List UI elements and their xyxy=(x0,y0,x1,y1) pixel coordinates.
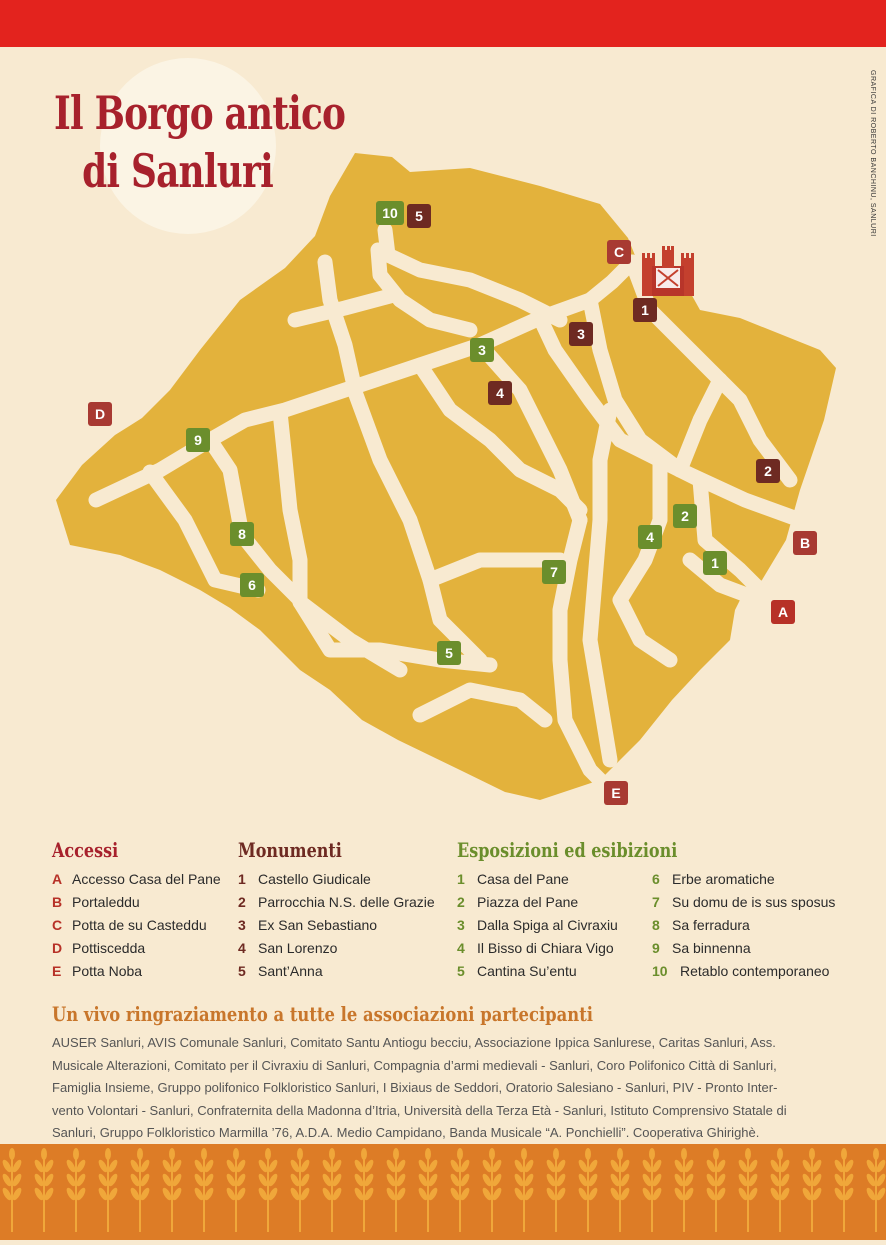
exhibition-marker-3[interactable]: 3 xyxy=(470,338,494,362)
legend-item: 2 Parrocchia N.S. delle Grazie xyxy=(238,894,435,910)
legend-monumenti xyxy=(238,838,435,983)
legend-item: B Portaleddu xyxy=(52,894,140,910)
monument-marker-4[interactable]: 4 xyxy=(488,381,512,405)
legend-item: 1 Castello Giudicale xyxy=(238,871,371,887)
legend-item: 2 Piazza del Pane xyxy=(457,894,579,910)
monument-marker-5[interactable]: 5 xyxy=(407,204,431,228)
exhibition-marker-1[interactable]: 1 xyxy=(703,551,727,575)
access-marker-e[interactable]: E xyxy=(604,781,628,805)
legend-accessi xyxy=(52,838,221,983)
legend-item: 5 Cantina Su’entu xyxy=(457,963,577,979)
exhibition-marker-8[interactable]: 8 xyxy=(230,522,254,546)
legend-item: 4 Il Bisso di Chiara Vigo xyxy=(457,940,614,956)
legend-item: E Potta Noba xyxy=(52,963,143,979)
access-marker-d[interactable]: D xyxy=(88,402,112,426)
legend-item: 3 Dalla Spiga al Civraxiu xyxy=(457,917,618,933)
legend-item: A Accesso Casa del Pane xyxy=(52,871,221,887)
exhibition-marker-7[interactable]: 7 xyxy=(542,560,566,584)
legend-item: 9 Sa binnenna xyxy=(652,940,751,956)
monument-marker-1[interactable]: 1 xyxy=(633,298,657,322)
legend-item: C Potta de su Casteddu xyxy=(52,917,207,933)
castle-icon xyxy=(638,246,698,303)
exhibition-marker-9[interactable]: 9 xyxy=(186,428,210,452)
access-marker-a[interactable]: A xyxy=(771,600,795,624)
wheat-icon xyxy=(0,1144,886,1240)
thanks-heading: Un vivo ringraziamento a tutte le associazioni partecipanti xyxy=(52,1002,594,1026)
legend-item: 1 Casa del Pane xyxy=(457,871,569,887)
thanks-text: AUSER Sanluri, AVIS Comunale Sanluri, Comitato Santu Antiogu becciu, Associazione Ippica Sanlurese, Caritas Sanluri, Ass. Musicale Alterazioni, Comitato per il Civraxiu di Sanluri, Compagnia d’armi medievali - Sanluri, Coro Polifonico Città di Sanluri, Famiglia Insieme, Gruppo polifonico Folkloristico Sanluri, I Bixiaus de Seddori, Oratorio Salesiano - Sanluri, PIV - Pronto Inter- vento Volontari - Sanluri, Confraternita della Madonna d’Itria, Università della Terza Età - Sanluri, Istituto Comprensivo Statale di Sanluri, Gruppo Folkloristico Marmilla ’76, A.D.A. Medio Campidano, Banda Musicale “A. Ponchielli”. Cooperativa Ghirighè. xyxy=(52,1035,787,1140)
legend-item: 3 Ex San Sebastiano xyxy=(238,917,378,933)
legend-item: D Pottiscedda xyxy=(52,940,146,956)
exhibition-marker-6[interactable]: 6 xyxy=(240,573,264,597)
title-line-1: Il Borgo antico xyxy=(54,86,346,140)
legend-item: 10 Retablo contemporaneo xyxy=(652,963,830,979)
access-marker-c[interactable]: C xyxy=(607,240,631,264)
wheat-pattern-band xyxy=(0,1144,886,1240)
legend-item: 4 San Lorenzo xyxy=(238,940,338,956)
author-credit: GRAFICA DI ROBERTO BANCHINU, SANLURI xyxy=(869,70,876,237)
legend-accessi-heading: Accessi xyxy=(52,838,119,862)
legend-item: 6 Erbe aromatiche xyxy=(652,871,775,887)
access-marker-b[interactable]: B xyxy=(793,531,817,555)
legend-esposizioni-heading: Esposizioni ed esibizioni xyxy=(457,838,678,862)
legend-item: 5 Sant’Anna xyxy=(238,963,323,979)
monument-marker-2[interactable]: 2 xyxy=(756,459,780,483)
title-line-2: di Sanluri xyxy=(82,144,273,198)
exhibition-marker-5[interactable]: 5 xyxy=(437,641,461,665)
exhibition-marker-2[interactable]: 2 xyxy=(673,504,697,528)
exhibition-marker-4[interactable]: 4 xyxy=(638,525,662,549)
exhibition-marker-10[interactable]: 10 xyxy=(376,201,404,225)
legend-esposizioni xyxy=(457,838,835,983)
monument-marker-3[interactable]: 3 xyxy=(569,322,593,346)
legend-item: 7 Su domu de is sus sposus xyxy=(652,894,836,910)
legend-monumenti-heading: Monumenti xyxy=(238,838,342,862)
legend-item: 8 Sa ferradura xyxy=(652,917,750,933)
